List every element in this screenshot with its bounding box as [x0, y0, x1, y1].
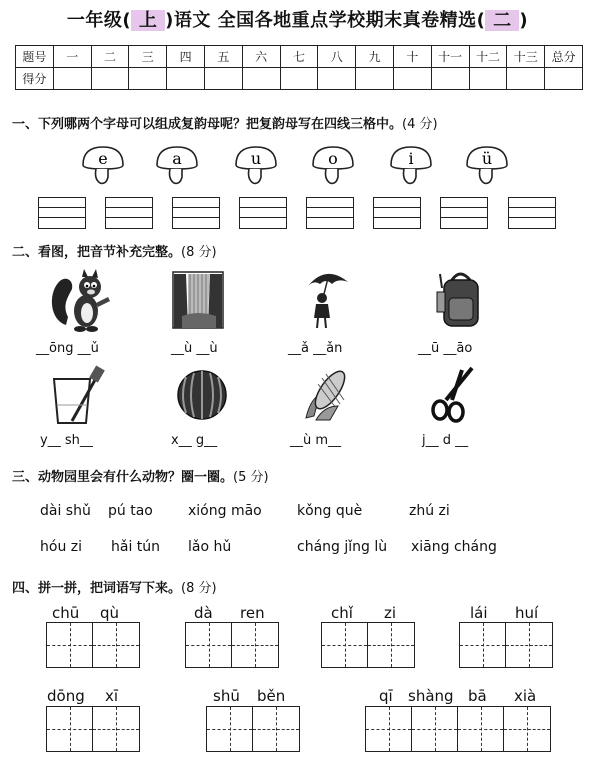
pinyin-syllable: qù — [100, 604, 120, 622]
score-cell: 十一 — [431, 46, 469, 68]
score-input[interactable] — [545, 68, 583, 90]
animal-word[interactable]: lǎo hǔ — [188, 539, 232, 555]
pinyin-syllable: shàng — [408, 687, 454, 705]
mushroom-letter: ü — [481, 149, 493, 168]
score-input[interactable] — [507, 68, 545, 90]
animal-word[interactable]: zhú zi — [409, 503, 450, 519]
pinyin-syllable: dōng — [47, 687, 85, 705]
score-input[interactable] — [356, 68, 394, 90]
score-cell: 十二 — [469, 46, 507, 68]
mushroom-letter-icon — [464, 143, 510, 187]
pinyin-syllable: chū — [52, 604, 80, 622]
pinyin-blank: __ǎ __ǎn — [288, 341, 343, 356]
score-input[interactable] — [318, 68, 356, 90]
score-cell: 七 — [280, 46, 318, 68]
pinyin-syllable: běn — [257, 687, 286, 705]
section2-heading: 二、看图，把音节补充完整。(8 分) — [12, 245, 217, 260]
umbrella-girl-image — [300, 268, 352, 332]
score-cell: 二 — [91, 46, 129, 68]
animal-word[interactable]: hóu zi — [40, 539, 82, 555]
score-cell: 四 — [167, 46, 205, 68]
page-title: 一年级( 上 )语文 全国各地重点学校期末真卷精选( 二 ) — [66, 10, 529, 31]
pinyin-syllable: qī — [379, 687, 393, 705]
schoolbag-image — [436, 268, 486, 330]
pinyin-blank: __ù m__ — [290, 433, 342, 448]
score-cell: 三 — [129, 46, 167, 68]
writing-grid[interactable] — [46, 622, 140, 668]
mushroom-letter-icon — [310, 143, 356, 187]
toothbrush-cup-image — [50, 365, 106, 427]
writing-grid[interactable] — [46, 706, 140, 752]
score-input[interactable] — [53, 68, 91, 90]
pinyin-blank: j__ d __ — [422, 433, 469, 448]
pinyin-syllable: ren — [240, 604, 265, 622]
score-input[interactable] — [204, 68, 242, 90]
corn-image — [300, 366, 352, 422]
pinyin-syllable: lái — [470, 604, 488, 622]
four-line-grid[interactable] — [239, 197, 287, 229]
score-cell: 八 — [318, 46, 356, 68]
four-line-grid[interactable] — [440, 197, 488, 229]
mushroom-letter: o — [328, 149, 338, 168]
pinyin-blank: __ù __ù — [171, 341, 218, 356]
waterfall-image — [172, 270, 224, 330]
score-cell: 九 — [356, 46, 394, 68]
pinyin-syllable: dà — [194, 604, 213, 622]
section1-heading: 一、下列哪两个字母可以组成复韵母呢？把复韵母写在四线三格中。(4 分) — [12, 117, 438, 132]
score-input[interactable] — [91, 68, 129, 90]
score-cell: 题号 — [16, 46, 54, 68]
scissors-image — [428, 366, 478, 424]
score-cell: 五 — [204, 46, 242, 68]
pinyin-syllable: chǐ — [331, 604, 353, 622]
score-table — [15, 45, 583, 90]
score-input[interactable] — [431, 68, 469, 90]
mushroom-letter: u — [250, 149, 262, 168]
pinyin-blank: __ū __āo — [418, 341, 473, 356]
pinyin-syllable: xī — [105, 687, 119, 705]
section4-heading: 四、拼一拼，把词语写下来。(8 分) — [12, 581, 217, 596]
score-cell: 十三 — [507, 46, 545, 68]
four-line-grid[interactable] — [172, 197, 220, 229]
watermelon-image — [176, 369, 228, 421]
four-line-grid[interactable] — [38, 197, 86, 229]
score-cell: 十 — [393, 46, 431, 68]
four-line-grid[interactable] — [105, 197, 153, 229]
pinyin-blank: __ōng __ǔ — [36, 341, 99, 356]
score-header-row — [16, 46, 583, 68]
mushroom-letter-icon — [80, 143, 126, 187]
score-cell: 总分 — [545, 46, 583, 68]
score-input[interactable] — [167, 68, 205, 90]
four-line-grid[interactable] — [508, 197, 556, 229]
pinyin-blank: y__ sh__ — [40, 433, 93, 448]
animal-word[interactable]: xiāng cháng — [411, 539, 497, 555]
squirrel-image — [48, 265, 114, 335]
pinyin-blank: x__ g__ — [171, 433, 218, 448]
section3-heading: 三、动物园里会有什么动物？圈一圈。(5 分) — [12, 470, 269, 485]
score-input[interactable] — [280, 68, 318, 90]
animal-word[interactable]: pú tao — [108, 503, 153, 519]
pinyin-syllable: bā — [468, 687, 487, 705]
four-line-grid[interactable] — [306, 197, 354, 229]
mushroom-letter-icon — [154, 143, 200, 187]
writing-grid[interactable] — [185, 622, 279, 668]
four-line-grid[interactable] — [373, 197, 421, 229]
writing-grid[interactable] — [459, 622, 553, 668]
score-cell: 六 — [242, 46, 280, 68]
writing-grid[interactable] — [365, 706, 551, 752]
pinyin-syllable: shū — [213, 687, 240, 705]
score-value-row — [16, 68, 583, 90]
mushroom-letter-icon — [233, 143, 279, 187]
score-input[interactable] — [393, 68, 431, 90]
score-cell: 一 — [53, 46, 91, 68]
animal-word[interactable]: hǎi tún — [111, 539, 161, 555]
score-input[interactable] — [469, 68, 507, 90]
score-input[interactable] — [242, 68, 280, 90]
mushroom-letter: i — [408, 149, 414, 168]
animal-word[interactable]: xióng māo — [188, 503, 262, 519]
mushroom-letter: e — [98, 149, 108, 168]
mushroom-letter: a — [172, 149, 182, 168]
score-input[interactable] — [129, 68, 167, 90]
writing-grid[interactable] — [206, 706, 300, 752]
pinyin-syllable: zi — [384, 604, 397, 622]
animal-word[interactable]: dài shǔ — [40, 503, 91, 519]
pinyin-syllable: xià — [514, 687, 537, 705]
animal-word[interactable]: kǒng què — [297, 503, 363, 519]
score-label: 得分 — [16, 68, 54, 90]
mushroom-letter-icon — [388, 143, 434, 187]
writing-grid[interactable] — [321, 622, 415, 668]
animal-word[interactable]: cháng jǐng lù — [297, 539, 388, 555]
pinyin-syllable: huí — [515, 604, 539, 622]
